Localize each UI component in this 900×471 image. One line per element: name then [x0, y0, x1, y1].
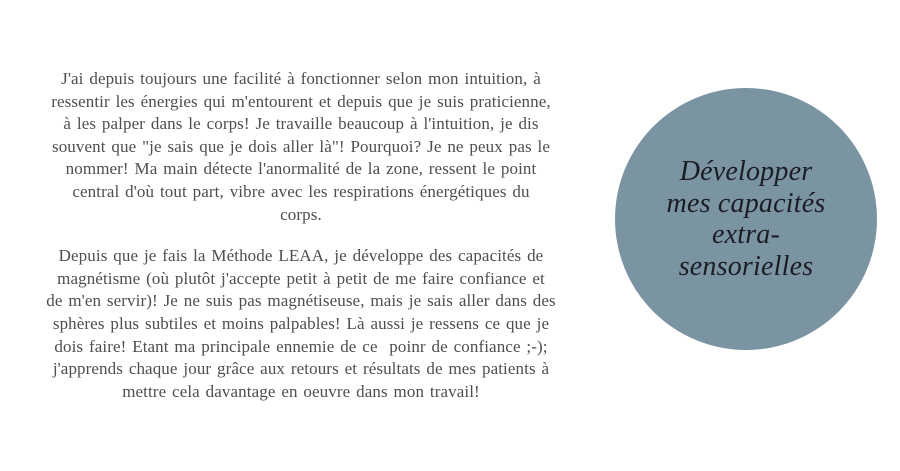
testimonial-paragraph-2 [22, 245, 580, 403]
text-line: ressentir les énergies qui m'entourent et depuis que je suis praticienne, [51, 91, 551, 111]
text-line: sphères plus subtiles et moins palpables! Là aussi je ressens ce que je [52, 313, 550, 333]
text-line: j'apprends chaque jour grâce aux retours et résultats de mes patients à [52, 359, 550, 379]
badge-title-line: sensorielles [678, 250, 814, 282]
text-line: à les palper dans le corps! Je travaille beaucoup à l'intuition, je dis [63, 114, 539, 134]
topic-badge-circle [615, 88, 877, 350]
badge-title-line: extra- [711, 219, 781, 250]
text-line: J'ai depuis toujours une facilité à fonctionner selon mon intuition, à [61, 69, 541, 88]
text-line: mettre cela davantage en oeuvre dans mon travail! [122, 381, 480, 401]
text-line: magnétisme (où plutôt j'accepte petit à petit de me faire confiance et [57, 268, 545, 288]
text-line: de m'en servir)! Je ne suis pas magnétiseuse, mais je sais aller dans des [46, 291, 556, 311]
testimonial-text-block [22, 68, 580, 403]
text-line: central d'où tout part, vibre avec les respirations énergétiques du [72, 181, 530, 201]
text-line: nommer! Ma main détecte l'anormalité de la zone, ressent le point [65, 159, 537, 179]
badge-title-line: mes capacités [666, 187, 826, 219]
text-line: dois faire! Etant ma principale ennemie de ce poinr de confiance ;-); [54, 336, 548, 356]
badge-title-line: Développer [679, 156, 813, 187]
text-line: Depuis que je fais la Méthode LEAA, je développe des capacités de [58, 246, 544, 266]
text-line: corps. [280, 204, 322, 224]
text-line: souvent que "je sais que je dois aller là"! Pourquoi? Je ne peux pas le [51, 136, 551, 156]
testimonial-paragraph-1 [22, 68, 580, 226]
